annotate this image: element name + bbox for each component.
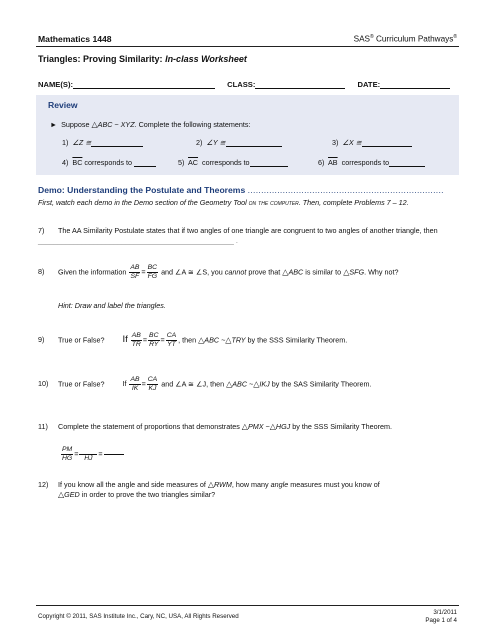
fraction: $\frac{AB}{SF}$	[130, 264, 140, 280]
triangle-icon: △	[58, 490, 65, 499]
answer-blank[interactable]	[134, 158, 156, 167]
fraction: $\frac{AB}{IK}$	[130, 376, 140, 392]
copyright: Copyright © 2011, SAS Institute Inc., Cary, NC, USA, All Rights Reserved	[38, 613, 239, 620]
answer-blank[interactable]	[362, 138, 412, 147]
triangle-icon: △	[343, 267, 350, 277]
triangle-icon: △	[226, 379, 233, 389]
review-instruction: ► Suppose △ABC ~ XYZ. Complete the following statements:	[50, 120, 251, 129]
fraction: $\frac{AB}{TR}$	[131, 332, 141, 348]
date-blank[interactable]	[380, 80, 450, 89]
triangle-icon: △	[91, 120, 98, 129]
problem-8-hint: Hint: Draw and label the triangles.	[58, 301, 166, 310]
triangle-icon: △	[225, 335, 232, 345]
triangle-icon: △	[269, 422, 276, 431]
review-item-4: 4) $\overline{BC}$ corresponds to	[62, 158, 156, 167]
name-class-date-row: NAME(S): CLASS: DATE:	[38, 80, 450, 89]
footer-meta	[425, 609, 457, 625]
problem-9: 9) True or False? If $\frac{AB}{TR}$ = $\frac{BC}{RY}$ = $\frac{CA}{YT}$ , then △ABC ~△TRY by the SSS Similarity Theorem.	[38, 332, 348, 348]
fraction: $\frac{CA}{YT}$	[166, 332, 177, 348]
triangle-icon: △	[282, 267, 289, 277]
answer-blank[interactable]	[91, 138, 143, 147]
demo-intro: First, watch each demo in the Demo section of the Geometry Tool on the computer. Then, complete Problems 7 – 12.	[38, 198, 409, 207]
page-number: Page 1 of 4	[425, 617, 457, 624]
answer-blank[interactable]	[389, 158, 425, 167]
course-title: Mathematics 1448	[38, 34, 112, 44]
triangle-icon: △	[207, 480, 214, 489]
review-item-5: 5) $\overline{AC}$ corresponds to	[178, 158, 288, 167]
review-item-6: 6) $\overline{AB}$ corresponds to	[318, 158, 425, 167]
review-item-2: 2) ∠Y ≅	[196, 138, 282, 147]
fraction: HJ	[79, 446, 97, 463]
arrow-bullet-icon: ►	[50, 120, 58, 129]
fraction: $\frac{BC}{FG}$	[147, 264, 158, 280]
fraction[interactable]	[104, 446, 124, 463]
footer-date: 3/1/2011	[433, 609, 457, 616]
problem-7: 7) The AA Similarity Postulate states that if two angles of one triangle are congruent to two angles of another triangle, then _________________________________________________ .	[38, 226, 438, 245]
review-heading: Review	[48, 100, 78, 110]
triangle-icon: △	[241, 422, 248, 431]
triangle-icon: △	[253, 379, 260, 389]
class-blank[interactable]	[255, 80, 345, 89]
problem-12: 12) If you know all the angle and side measures of △RWM, how many angle measures must you know of △GED in order to prove the two triangles similar?	[38, 480, 380, 499]
problem-11-proportion: $\frac{PM}{HG}$ = HJ =	[60, 446, 125, 463]
problem-11: 11) Complete the statement of proportions that demonstrates △PMX ~△HGJ by the SSS Similarity Theorem.	[38, 422, 392, 431]
problem-10: 10) True or False? If $\frac{AB}{IK}$ = $\frac{CA}{KJ}$ and ∠A ≅ ∠J, then △ABC ~△IKJ by the SAS Similarity Theorem.	[38, 376, 372, 392]
demo-heading: Demo: Understanding the Postulate and Theorems .........................................................................	[38, 185, 444, 195]
review-item-3: 3) ∠X ≅	[332, 138, 412, 147]
header-rule	[36, 46, 459, 47]
answer-blank[interactable]	[226, 138, 282, 147]
triangle-icon: △	[198, 335, 205, 345]
names-blank[interactable]	[73, 80, 215, 89]
worksheet-title: Triangles: Proving Similarity: In-class Worksheet	[38, 54, 247, 64]
fraction: $\frac{PM}{HG}$	[62, 446, 73, 462]
review-item-1: 1) ∠Z ≅	[62, 138, 143, 147]
answer-blank[interactable]	[250, 158, 288, 167]
problem-8: 8) Given the information $\frac{AB}{SF}$ = $\frac{BC}{FG}$ and ∠A ≅ ∠S, you cannot prove that △ABC is similar to △SFG. Why not?	[38, 264, 399, 280]
footer-rule	[36, 605, 459, 606]
brand-name: SAS® Curriculum Pathways®	[353, 34, 457, 44]
fraction: $\frac{CA}{KJ}$	[147, 376, 158, 392]
fraction: $\frac{BC}{RY}$	[149, 332, 159, 348]
